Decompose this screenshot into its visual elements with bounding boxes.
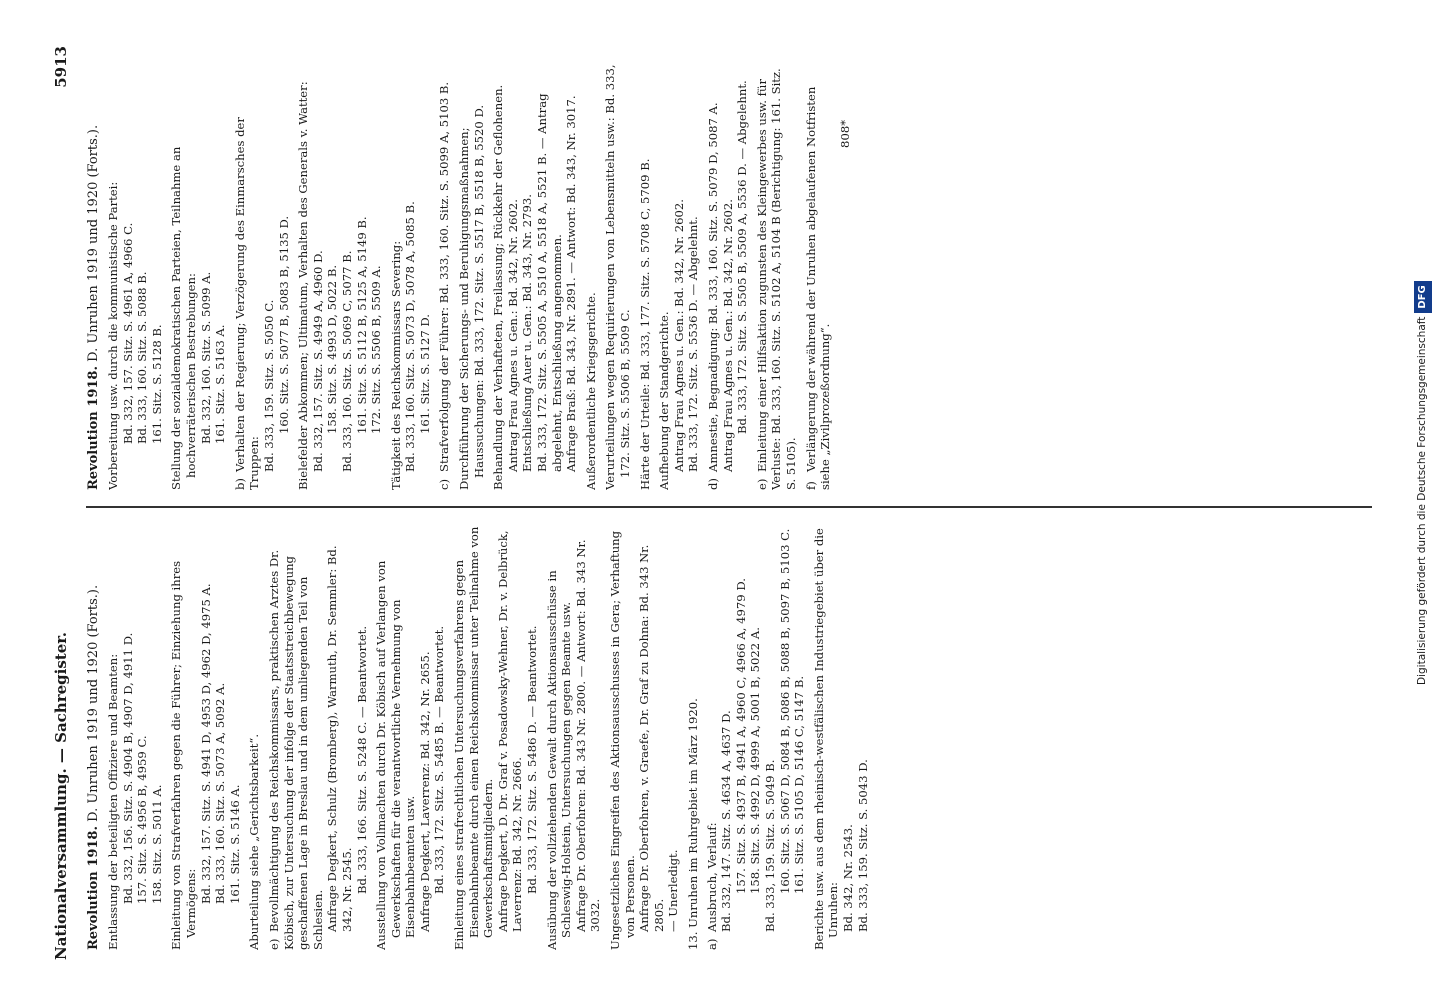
entry-title: Ungesetzliches Eingreifen des Aktionsausschusses in Gera; Verhaftung von Personen. (608, 530, 637, 950)
column-heading (86, 520, 102, 950)
subsection-c (437, 60, 452, 490)
signature-mark: 808* (837, 120, 852, 148)
column-divider (86, 506, 1372, 508)
subsection-marker: e) (266, 938, 281, 950)
entry-ref: Anfrage Dr. Oberfohren: Bd. 343 Nr. 2800. — Antwort: Bd. 343 Nr. 3032. (573, 539, 603, 932)
index-entry (608, 520, 681, 950)
side-credit (1410, 0, 1434, 1000)
entry-title: Tätigkeit des Reichskommissars Severing: (388, 240, 403, 490)
index-entry (374, 520, 447, 950)
subsection-b (233, 60, 291, 490)
entry-ref: 158. Sitz. S. 4992 D, 4999 A, 5001 B, 5022 A. (748, 627, 763, 894)
side-credit-rotated (1410, 0, 1434, 1000)
entry-ref: Bd. 332, 147. Sitz. S. 4634 A, 4637 D. (719, 710, 734, 932)
subsection-f (804, 60, 833, 490)
index-entry (106, 60, 164, 490)
entry-ref: 160. Sitz. S. 5077 B, 5083 B, 5135 D. (276, 215, 291, 434)
heading-subtitle: D. Unruhen 1919 und 1920 (Forts.). (86, 584, 101, 826)
entry-ref: Bd. 333, 159. Sitz. S. 5049 B. (762, 759, 777, 932)
entry-title: Einleitung von Strafverfahren gegen die Führer; Einziehung ihres Vermögens: (169, 560, 198, 950)
entry-ref: Anfrage Degkert, Laverrenz: Bd. 342, Nr. 2655. (417, 651, 432, 932)
entry-title: Berichte usw. aus dem rheinisch-westfälischen Industriegebiet über die Unruhen: (811, 528, 841, 950)
entry-ref: Bd. 332, 160. Sitz. S. 5099 A. (198, 271, 213, 444)
entry-title: Verurteilungen wegen Requirierungen von Lebensmitteln usw.: Bd. 333, 172. Sitz. S. 5506 B, 5509 C. (603, 64, 632, 490)
right-column (86, 60, 1360, 490)
subsection-title: Verlängerung der während der Unruhen abgelaufenen Notfristen siehe „Zivilprozeßordnung“. (803, 86, 833, 490)
entry-ref: Bd. 333, 172. Sitz. S. 5505 A, 5510 A, 5518 A, 5521 B. — Antrag abgelehnt, Entschließung angenommen. (535, 93, 564, 472)
index-entry (812, 520, 870, 950)
index-entry (457, 60, 486, 490)
entry-ref: 160. Sitz. S. 5067 D, 5084 B, 5086 B, 5088 B, 5097 B, 5103 C. (777, 528, 792, 894)
index-entry (545, 520, 603, 950)
credit-label: Digitalisierung gefördert durch die Deutsche Forschungsgemeinschaft (1416, 316, 1428, 685)
entry-title: Bielefelder Abkommen; Ultimatum, Verhalten des Generals v. Watter: (296, 81, 311, 490)
rotated-page-content (40, 40, 1380, 960)
entry-ref: Antrag Frau Agnes u. Gen.: Bd. 342, Nr. 2602. (720, 199, 735, 472)
subsection-a (705, 520, 807, 950)
entry-title: Härte der Urteile: Bd. 333, 177. Sitz. S. 5708 C, 5709 B. (637, 158, 652, 490)
page-number: 5913 (52, 46, 70, 88)
entry-ref: Anfrage Dr. Oberfohren, v. Graefe, Dr. Graf zu Dohna: Bd. 343 Nr. 2805. (637, 544, 666, 932)
subsection-title: Amnestie, Begnadigung: Bd. 333, 160. Sitz. S. 5079 D, 5087 A. (705, 102, 720, 472)
entry-title: Ausstellung von Vollmachten durch Dr. Köbisch auf Verlangen von Gewerkschaften für die verantwortliche Vernehmung von Eisenbahnbeamten usw. (374, 560, 418, 950)
entry-ref: Bd. 333, 160. Sitz. S. 5069 C, 5077 B. (339, 250, 354, 472)
entry-ref: Anfrage Degkert, D. Dr. Graf v. Posadowsky-Wehner, Dr. v. Delbrück, Laverrenz: Bd. 342, Nr. 2666. (495, 530, 525, 932)
entry-title: Aufhebung der Standgerichte. (657, 311, 672, 490)
entry-ref: Bd. 333, 160. Sitz. S. 5073 D, 5078 A, 5085 B. (403, 201, 418, 472)
entry-ref: Bd. 333, 172. Sitz. S. 5486 D. — Beantwortet. (525, 625, 540, 894)
subsection-d (706, 60, 750, 490)
entry-ref: Anfrage Braß: Bd. 343, Nr. 2891. — Antwort: Bd. 343, Nr. 3017. (564, 95, 579, 472)
subsection-title: Strafverfolgung der Führer: Bd. 333, 160. Sitz. S. 5099 A, 5103 B. (437, 81, 452, 472)
entry-ref: Bd. 332, 156. Sitz. S. 4904 B, 4907 D, 4911 D. (120, 632, 135, 904)
entry-title: Außerordentliche Kriegsgerichte. (583, 292, 598, 490)
entry-ref: Bd. 333, 172. Sitz. S. 5485 B. — Beantwortet. (432, 625, 447, 894)
entry-ref: Bd. 333, 159. Sitz. S. 5043 D. (855, 759, 870, 932)
heading-keyword: Revolution 1918. (86, 366, 101, 490)
entry-ref: Bd. 333, 172. Sitz. S. 5505 B, 5509 A, 5536 D. — Abgelehnt. (735, 80, 750, 434)
entry-ref: Bd. 332, 157. Sitz. S. 4941 D, 4953 D, 4962 D, 4975 A. (198, 583, 213, 904)
index-entry (584, 60, 599, 490)
index-entry (603, 60, 632, 490)
dfg-logo: DFG (1414, 281, 1432, 312)
entry-title: Ausübung der vollziehenden Gewalt durch Aktionsausschüsse in Schleswig-Holstein, Untersuchungen gegen Beamte usw. (544, 570, 574, 950)
entry-ref: 161. Sitz. S. 5146 A. (227, 784, 242, 904)
index-entry (169, 60, 227, 490)
entry-ref: Bd. 332, 157. Sitz. S. 4961 A, 4966 C. (120, 222, 135, 444)
subsection-title: Verhalten der Regierung; Verzögerung des Einmarsches der Truppen: (232, 117, 262, 490)
subsection-marker: a) (704, 938, 719, 950)
index-entry (657, 60, 701, 490)
subsection-title: Einleitung einer Hilfsaktion zugunsten des Kleingewerbes usw. für Verluste: Bd. 333, 160. Sitz. S. 5102 A, 5104 B (Berichtigung: 161. Sitz. S. 5105). (754, 68, 798, 490)
entry-ref: 161. Sitz. S. 5112 B, 5125 A, 5149 B. (354, 216, 369, 434)
subsection-marker: f) (803, 481, 818, 490)
running-title: Nationalversammlung. — Sachregister. (52, 631, 70, 960)
entry-title: Einleitung eines strafrechtlichen Untersuchungsverfahrens gegen Eisenbahnbeamte durch einen Reichskommissar unter Teilnahme von Gewerkschaftsmitgliedern. (452, 526, 496, 950)
subsection-e (755, 60, 799, 490)
entry-title: Vorbereitung usw. durch die kommunistische Partei: (106, 181, 120, 490)
heading-keyword: Revolution 1918. (86, 826, 101, 950)
entry-ref: — Unerledigt. (666, 849, 681, 932)
entry-title: Durchführung der Sicherungs- und Beruhigungsmaßnahmen; Haussuchungen: Bd. 333, 172. Sitz. S. 5517 B, 5518 B, 5520 D. (457, 104, 486, 490)
subsection-marker: c) (437, 478, 452, 490)
entry-ref: 172. Sitz. S. 5506 B, 5509 A. (369, 265, 384, 434)
heading-subtitle: D. Unruhen 1919 und 1920 (Forts.). (86, 124, 101, 366)
scanned-page (40, 40, 1380, 960)
entry-ref: 161. Sitz. S. 5105 D, 5146 C, 5147 B. (792, 675, 807, 894)
entry-ref: 161. Sitz. S. 5128 B. (149, 324, 164, 444)
entry-ref: 161. Sitz. S. 5163 A. (213, 324, 228, 444)
index-entry (296, 60, 384, 490)
entry-title: Behandlung der Verhafteten, Freilassung; Rückkehr der Geflohenen. (491, 84, 506, 490)
entry-ref: Bd. 333, 159. Sitz. S. 5050 C. (261, 299, 276, 472)
entry-ref: Antrag Frau Agnes u. Gen.: Bd. 342, Nr. 2602. (671, 199, 686, 472)
page-header (40, 40, 80, 960)
index-entry (106, 520, 164, 950)
subsection-e (267, 520, 369, 950)
entry-ref: 157. Sitz. S. 4937 B, 4941 A, 4960 C, 4966 A, 4979 D. (733, 578, 748, 894)
entry-title: Aburteilung siehe „Gerichtsbarkeit“. (247, 733, 262, 950)
entry-ref: Bd. 342, Nr. 2543. (840, 824, 855, 932)
index-entry (452, 520, 540, 950)
column-heading (86, 60, 102, 490)
index-entry (169, 520, 242, 950)
subsection-marker: b) (232, 478, 247, 490)
entry-title: Stellung der sozialdemokratischen Parteien, Teilnahme an hochverräterischen Bestrebungen: (169, 146, 198, 490)
entry-ref: Bd. 332, 157. Sitz. S. 4949 A, 4960 D. (310, 250, 325, 472)
subsection-marker: e) (754, 478, 769, 490)
entry-ref: 158. Sitz. S. 4993 D, 5022 B. (325, 264, 340, 434)
entry-ref: Bd. 333, 172. Sitz. S. 5536 D. — Abgelehnt. (686, 216, 701, 472)
left-column (86, 520, 1360, 950)
entry-ref: Bd. 333, 160. Sitz. S. 5088 B. (135, 271, 150, 444)
entry-ref: Bd. 333, 166. Sitz. S. 5248 C. — Beantwortet. (354, 625, 369, 894)
index-entry (247, 520, 262, 950)
entry-ref: Entschließung Auer u. Gen.: Bd. 343, Nr. 2793. (520, 194, 535, 472)
index-entry (491, 60, 579, 490)
entry-ref: Antrag Frau Agnes u. Gen.: Bd. 342, Nr. 2602. (505, 199, 520, 472)
subsection-title: Bevollmächtigung des Reichskommissars, praktischen Arztes Dr. Köbisch, zur Untersuchung der infolge der Staatsstreichbewegung geschaffenen Lage in Breslau und in dem umliegenden Teil von Schlesien. (266, 549, 325, 950)
section-13: 13. Unruhen im Ruhrgebiet im März 1920. (685, 698, 700, 950)
entry-ref: 157. Sitz. S. 4956 B, 4959 C. (135, 735, 150, 904)
entry-title: Entlassung der beteiligten Offiziere und Beamten: (106, 653, 120, 950)
entry-ref: 158. Sitz. S. 5011 A. (149, 784, 164, 904)
credit-text (1410, 281, 1434, 685)
entry-ref: 161. Sitz. S. 5127 D. (417, 314, 432, 434)
entry-ref: Anfrage Degkert, Schulz (Bromberg), Warmuth, Dr. Semmler: Bd. 342, Nr. 2545. (325, 545, 354, 932)
subsection-title: Ausbruch, Verlauf: (704, 822, 719, 932)
index-entry (389, 60, 433, 490)
index-entry (638, 60, 653, 490)
entry-ref: Bd. 333, 160. Sitz. S. 5073 A, 5092 A. (213, 682, 228, 904)
subsection-marker: d) (705, 478, 720, 490)
